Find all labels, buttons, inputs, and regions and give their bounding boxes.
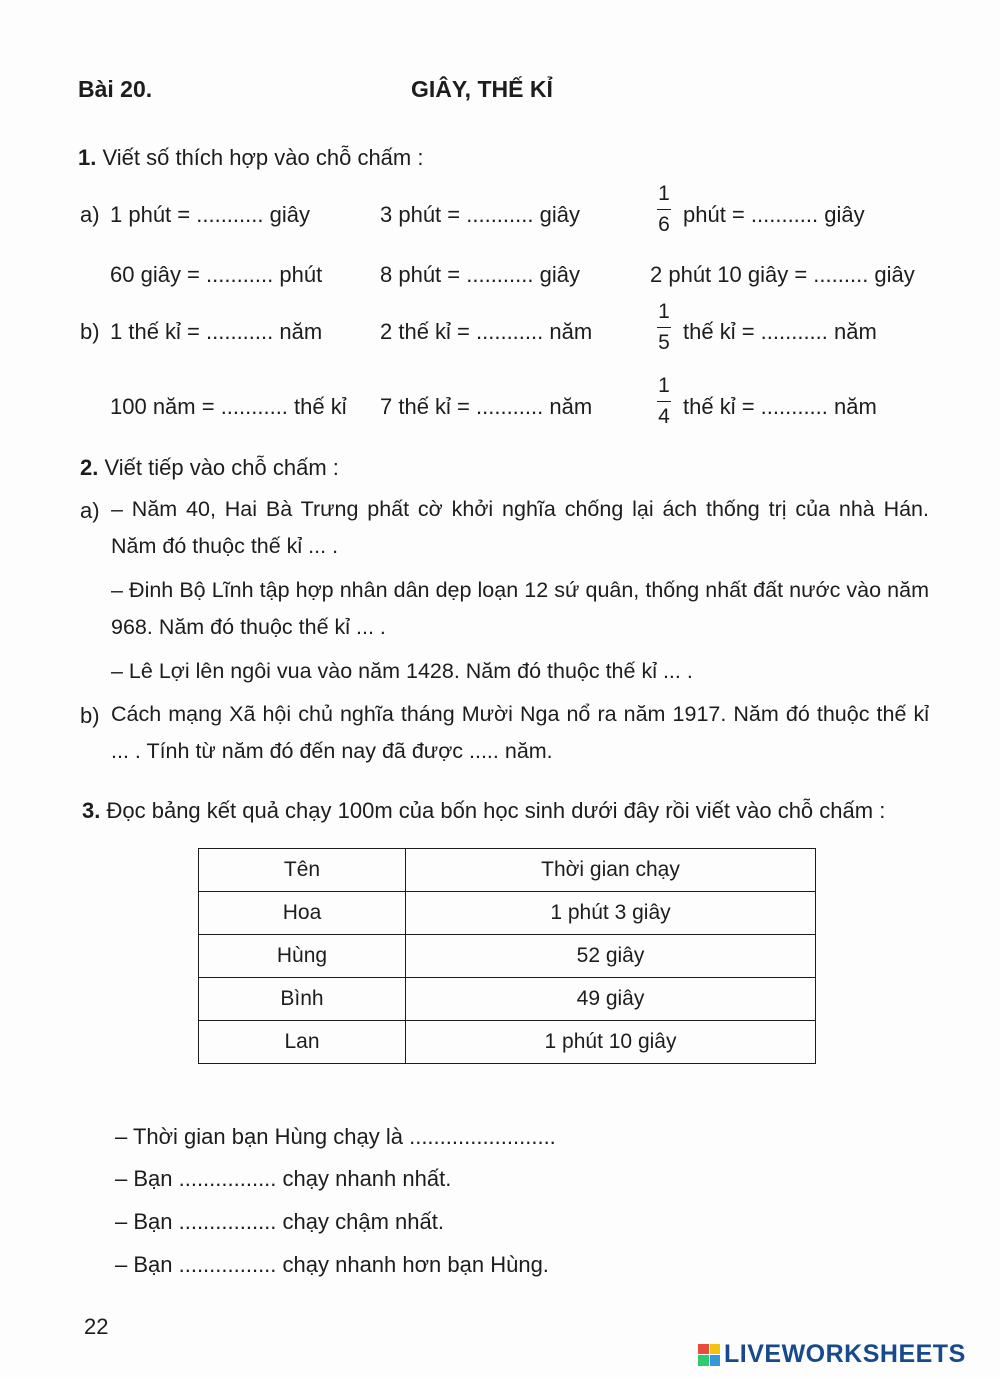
ex1-b1: 1 thế kỉ = ........... năm [110, 319, 323, 344]
ex1-b2: 2 thế kỉ = ........... năm [380, 319, 593, 344]
fraction-denominator: 4 [658, 405, 670, 428]
page-number: 22 [84, 1314, 109, 1339]
exercise-1-number: 1. [78, 145, 97, 170]
brand-text: LIVEWORKSHEETS [724, 1340, 966, 1368]
ex1-a-label: a) [80, 202, 100, 227]
ex1-a5: 8 phút = ........... giây [380, 262, 580, 287]
ex2-a1: – Năm 40, Hai Bà Trưng phất cờ khởi nghĩa chống lại ách thống trị của nhà Hán. Năm đó thuộc thế kỉ ... . [111, 497, 929, 558]
ex1-a1: 1 phút = ........... giây [110, 202, 310, 227]
ex1-b6-fraction [653, 374, 675, 429]
ex3-line-2: – Bạn ................ chạy nhanh nhất. [115, 1166, 452, 1191]
fraction-numerator: 1 [658, 300, 670, 323]
table-row [199, 1021, 816, 1064]
fraction-denominator: 5 [658, 331, 670, 354]
ex1-b6-text: thế kỉ = ........... năm [683, 394, 877, 419]
exercise-2-number: 2. [80, 455, 99, 480]
ex1-a4: 60 giây = ........... phút [110, 262, 323, 287]
brand-watermark [698, 1340, 966, 1369]
ex1-a6: 2 phút 10 giây = ......... giây [650, 262, 915, 287]
ex1-a3-fraction [653, 182, 675, 237]
ex2-a-label: a) [80, 498, 100, 523]
table-row [199, 935, 816, 978]
lesson-number: Bài 20. [78, 76, 153, 102]
ex1-a3-text: phút = ........... giây [683, 202, 865, 227]
exercise-2-prompt [80, 455, 339, 481]
ex1-a2: 3 phút = ........... giây [380, 202, 580, 227]
ex1-b-label: b) [80, 319, 100, 344]
exercise-3-prompt [82, 798, 885, 824]
ex2-a2: – Đinh Bộ Lĩnh tập hợp nhân dân dẹp loạn 12 sứ quân, thống nhất đất nước vào năm 968. Năm đó thuộc thế kỉ ... . [111, 578, 929, 639]
cell-name: Lan [199, 1021, 406, 1064]
fraction-bar [657, 327, 671, 328]
fraction-bar [657, 209, 671, 210]
liveworksheets-logo-icon [698, 1344, 720, 1366]
exercise-1-prompt [78, 145, 423, 171]
fraction-bar [657, 401, 671, 402]
ex2-b-label: b) [80, 703, 100, 728]
ex2-b: Cách mạng Xã hội chủ nghĩa tháng Mười Nga nổ ra năm 1917. Năm đó thuộc thế kỉ ... . Tính từ năm đó đến nay đã được ..... năm. [111, 702, 929, 763]
fraction-numerator: 1 [658, 182, 670, 205]
exercise-1-text: Viết số thích hợp vào chỗ chấm : [102, 145, 424, 170]
table-row [199, 892, 816, 935]
header-time: Thời gian chạy [406, 849, 816, 892]
fraction-numerator: 1 [658, 374, 670, 397]
ex3-line-1: – Thời gian bạn Hùng chạy là ........................ [115, 1124, 556, 1149]
cell-name: Hoa [199, 892, 406, 935]
ex1-b3-fraction [653, 300, 675, 355]
cell-time: 52 giây [406, 935, 816, 978]
ex3-line-3: – Bạn ................ chạy chậm nhất. [115, 1209, 444, 1234]
ex1-b3-text: thế kỉ = ........... năm [683, 319, 877, 344]
cell-time: 1 phút 10 giây [406, 1021, 816, 1064]
exercise-2-text: Viết tiếp vào chỗ chấm : [104, 455, 339, 480]
cell-name: Bình [199, 978, 406, 1021]
cell-time: 1 phút 3 giây [406, 892, 816, 935]
ex3-line-4: – Bạn ................ chạy nhanh hơn bạn Hùng. [115, 1252, 549, 1277]
exercise-3-text: Đọc bảng kết quả chạy 100m của bốn học sinh dưới đây rồi viết vào chỗ chấm : [106, 798, 886, 823]
exercise-3-number: 3. [82, 798, 101, 823]
table-header-row [199, 849, 816, 892]
fraction-denominator: 6 [658, 213, 670, 236]
ex1-b4: 100 năm = ........... thế kỉ [110, 394, 347, 419]
header-name: Tên [199, 849, 406, 892]
cell-name: Hùng [199, 935, 406, 978]
page-title: GIÂY, THẾ KỈ [411, 76, 553, 102]
running-results-table [198, 848, 816, 1064]
ex1-b5: 7 thế kỉ = ........... năm [380, 394, 593, 419]
table-row [199, 978, 816, 1021]
ex2-a3: – Lê Lợi lên ngôi vua vào năm 1428. Năm đó thuộc thế kỉ ... . [111, 659, 693, 683]
cell-time: 49 giây [406, 978, 816, 1021]
